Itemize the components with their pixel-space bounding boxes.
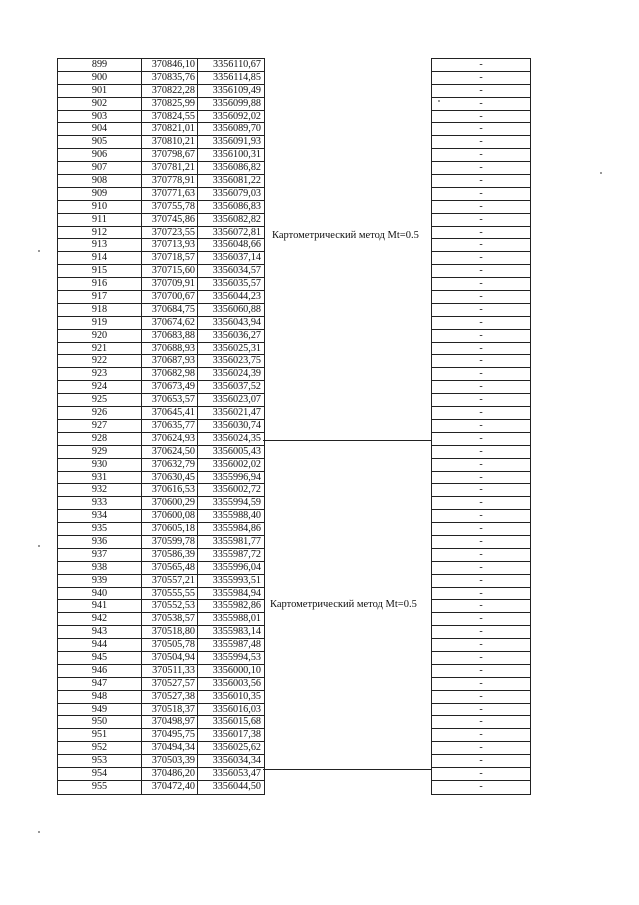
point-number-cell: 899 [58, 59, 142, 71]
point-number-cell: 931 [58, 472, 142, 484]
remark-cell: - [432, 536, 530, 549]
point-number-cell: 913 [58, 239, 142, 251]
point-number-cell: 943 [58, 626, 142, 638]
table-row [58, 729, 264, 742]
table-row [58, 317, 264, 330]
x-coordinate-cell: 370683,88 [142, 330, 198, 342]
y-coordinate-cell: 3355987,72 [212, 548, 261, 560]
point-number-cell: 932 [58, 484, 142, 496]
remark-cell: - [432, 201, 530, 214]
remark-cell: - [432, 588, 530, 601]
y-coordinate-cell: 3356081,22 [212, 175, 261, 187]
remark-cell: - [432, 768, 530, 781]
point-number-cell: 910 [58, 201, 142, 213]
y-coordinate-cell: 3355984,94 [212, 587, 261, 599]
point-number-cell: 923 [58, 368, 142, 380]
y-coordinate-cell: 3355993,51 [212, 574, 261, 586]
point-number-cell: 917 [58, 291, 142, 303]
x-coordinate-cell: 370755,78 [142, 201, 198, 213]
x-coordinate-cell: 370605,18 [142, 523, 198, 535]
y-coordinate-cell: 3356037,52 [212, 381, 261, 393]
scan-speck [38, 831, 40, 833]
remark-cell: - [432, 639, 530, 652]
y-coordinate-cell: 3356109,49 [212, 84, 261, 96]
method-label-1: Картометрический метод Mt=0.5 [272, 230, 419, 241]
remark-cell: - [432, 523, 530, 536]
remark-cell: - [432, 239, 530, 252]
remark-cell: - [432, 59, 530, 72]
point-number-cell: 918 [58, 304, 142, 316]
x-coordinate-cell: 370486,20 [142, 768, 198, 780]
x-coordinate-cell: 370810,21 [142, 136, 198, 148]
y-coordinate-cell: 3356110,67 [212, 59, 261, 70]
table-row [58, 691, 264, 704]
remark-cell: - [432, 381, 530, 394]
point-number-cell: 911 [58, 214, 142, 226]
x-coordinate-cell: 370684,75 [142, 304, 198, 316]
x-coordinate-cell: 370645,41 [142, 407, 198, 419]
y-coordinate-cell: 3356023,75 [212, 355, 261, 367]
y-coordinate-cell: 3355987,48 [212, 639, 261, 651]
table-row [58, 85, 264, 98]
method-label-2: Картометрический метод Mt=0.5 [270, 599, 417, 610]
point-number-cell: 945 [58, 652, 142, 664]
remark-cell: - [432, 459, 530, 472]
remark-cell: - [432, 549, 530, 562]
y-coordinate-cell: 3356016,03 [212, 703, 261, 715]
remark-cell: - [432, 291, 530, 304]
x-coordinate-cell: 370472,40 [142, 781, 198, 794]
y-coordinate-cell: 3356000,10 [212, 664, 261, 676]
point-number-cell: 921 [58, 343, 142, 355]
x-coordinate-cell: 370822,28 [142, 85, 198, 97]
point-number-cell: 955 [58, 781, 142, 794]
point-number-cell: 942 [58, 613, 142, 625]
remark-cell: - [432, 742, 530, 755]
y-coordinate-cell: 3356044,50 [212, 780, 261, 792]
table-row [58, 704, 264, 717]
table-row [58, 343, 264, 356]
remark-cell: - [432, 85, 530, 98]
x-coordinate-cell: 370557,21 [142, 575, 198, 587]
y-coordinate-cell: 3356079,03 [212, 187, 261, 199]
x-coordinate-cell: 370503,39 [142, 755, 198, 767]
x-coordinate-cell: 370624,93 [142, 433, 198, 445]
x-coordinate-cell: 370600,29 [142, 497, 198, 509]
y-coordinate-cell: 3356017,38 [212, 729, 261, 741]
point-number-cell: 903 [58, 111, 142, 123]
x-coordinate-cell: 370781,21 [142, 162, 198, 174]
table-row [58, 214, 264, 227]
remark-cell: - [432, 729, 530, 742]
y-coordinate-cell: 3356024,35 [212, 432, 261, 444]
y-coordinate-cell: 3356086,82 [212, 162, 261, 174]
remarks-table [431, 58, 531, 795]
table-row [58, 175, 264, 188]
point-number-cell: 946 [58, 665, 142, 677]
x-coordinate-cell: 370504,94 [142, 652, 198, 664]
x-coordinate-cell: 370586,39 [142, 549, 198, 561]
point-number-cell: 949 [58, 704, 142, 716]
x-coordinate-cell: 370709,91 [142, 278, 198, 290]
point-number-cell: 929 [58, 446, 142, 458]
point-number-cell: 915 [58, 265, 142, 277]
table-row [58, 459, 264, 472]
remark-cell: - [432, 304, 530, 317]
point-number-cell: 950 [58, 716, 142, 728]
y-coordinate-cell: 3356034,57 [212, 265, 261, 277]
point-number-cell: 939 [58, 575, 142, 587]
point-number-cell: 909 [58, 188, 142, 200]
remark-cell: - [432, 98, 530, 111]
point-number-cell: 905 [58, 136, 142, 148]
table-row [58, 613, 264, 626]
x-coordinate-cell: 370527,57 [142, 678, 198, 690]
point-number-cell: 933 [58, 497, 142, 509]
table-row [58, 652, 264, 665]
y-coordinate-cell: 3356036,27 [212, 329, 261, 341]
remark-cell: - [432, 252, 530, 265]
group-divider-1 [263, 440, 431, 441]
remark-cell: - [432, 111, 530, 124]
y-coordinate-cell: 3355996,94 [212, 471, 261, 483]
remark-cell: - [432, 265, 530, 278]
y-coordinate-cell: 3356025,31 [212, 342, 261, 354]
table-row [58, 755, 264, 768]
table-row [58, 716, 264, 729]
point-number-cell: 916 [58, 278, 142, 290]
remark-cell: - [432, 355, 530, 368]
remark-cell: - [432, 716, 530, 729]
table-row [58, 407, 264, 420]
remark-cell: - [432, 175, 530, 188]
point-number-cell: 907 [58, 162, 142, 174]
table-row [58, 188, 264, 201]
scan-speck [38, 545, 40, 547]
x-coordinate-cell: 370632,79 [142, 459, 198, 471]
point-number-cell: 951 [58, 729, 142, 741]
y-coordinate-cell: 3356091,93 [212, 136, 261, 148]
point-number-cell: 940 [58, 588, 142, 600]
remark-cell: - [432, 214, 530, 227]
remark-cell: - [432, 433, 530, 446]
x-coordinate-cell: 370518,80 [142, 626, 198, 638]
remark-cell: - [479, 780, 483, 792]
x-coordinate-cell: 370700,67 [142, 291, 198, 303]
y-coordinate-cell: 3356043,94 [212, 316, 261, 328]
x-coordinate-cell: 370723,55 [142, 227, 198, 239]
point-number-cell: 935 [58, 523, 142, 535]
x-coordinate-cell: 370653,57 [142, 394, 198, 406]
point-number-cell: 926 [58, 407, 142, 419]
y-coordinate-cell: 3355994,59 [212, 497, 261, 509]
x-coordinate-cell: 370494,34 [142, 742, 198, 754]
point-number-cell: 948 [58, 691, 142, 703]
y-coordinate-cell: 3355988,01 [212, 613, 261, 625]
remark-cell: - [432, 652, 530, 665]
remark-cell: - [432, 755, 530, 768]
y-coordinate-cell: 3355988,40 [212, 510, 261, 522]
x-coordinate-cell: 370498,97 [142, 716, 198, 728]
x-coordinate-cell: 370771,63 [142, 188, 198, 200]
x-coordinate-cell: 370846,10 [142, 59, 198, 71]
table-row [58, 278, 264, 291]
y-coordinate-cell: 3356053,47 [212, 767, 261, 779]
y-coordinate-cell: 3356005,43 [212, 445, 261, 457]
remark-cell: - [432, 562, 530, 575]
point-number-cell: 927 [58, 420, 142, 432]
y-coordinate-cell: 3355981,77 [212, 535, 261, 547]
point-number-cell: 937 [58, 549, 142, 561]
y-coordinate-cell: 3356099,88 [212, 97, 261, 109]
x-coordinate-cell: 370825,99 [142, 98, 198, 110]
remark-cell: - [432, 278, 530, 291]
point-number-cell: 938 [58, 562, 142, 574]
group-divider-2 [263, 769, 431, 770]
x-coordinate-cell: 370688,93 [142, 343, 198, 355]
y-coordinate-cell: 3356086,83 [212, 200, 261, 212]
x-coordinate-cell: 370798,67 [142, 149, 198, 161]
table-row [58, 291, 264, 304]
point-number-cell: 922 [58, 355, 142, 367]
table-row [58, 549, 264, 562]
table-row [58, 394, 264, 407]
scan-speck [438, 100, 440, 102]
y-coordinate-cell: 3356002,72 [212, 484, 261, 496]
x-coordinate-cell: 370599,78 [142, 536, 198, 548]
remark-cell: - [432, 162, 530, 175]
remark-cell: - [432, 446, 530, 459]
remark-cell: - [432, 484, 530, 497]
remark-cell: - [432, 704, 530, 717]
point-number-cell: 908 [58, 175, 142, 187]
x-coordinate-cell: 370511,33 [142, 665, 198, 677]
table-row [58, 678, 264, 691]
y-coordinate-cell: 3356034,34 [212, 755, 261, 767]
table-row [58, 265, 264, 278]
remark-cell: - [432, 472, 530, 485]
y-coordinate-cell: 3356060,88 [212, 303, 261, 315]
table-row [58, 484, 264, 497]
table-row [58, 588, 264, 601]
table-row [58, 227, 264, 240]
point-number-cell: 941 [58, 600, 142, 612]
remark-cell: - [432, 72, 530, 85]
y-coordinate-cell: 3356015,68 [212, 716, 261, 728]
x-coordinate-cell: 370718,57 [142, 252, 198, 264]
y-coordinate-cell: 3356092,02 [212, 110, 261, 122]
remark-cell: - [432, 330, 530, 343]
x-coordinate-cell: 370713,93 [142, 239, 198, 251]
y-coordinate-cell: 3355994,53 [212, 651, 261, 663]
table-row [58, 446, 264, 459]
point-number-cell: 934 [58, 510, 142, 522]
x-coordinate-cell: 370552,53 [142, 600, 198, 612]
remark-cell: - [432, 600, 530, 613]
x-coordinate-cell: 370835,76 [142, 72, 198, 84]
x-coordinate-cell: 370715,60 [142, 265, 198, 277]
point-number-cell: 928 [58, 433, 142, 445]
x-coordinate-cell: 370682,98 [142, 368, 198, 380]
remark-cell: - [432, 613, 530, 626]
y-coordinate-cell: 3355982,86 [212, 600, 261, 612]
point-number-cell: 906 [58, 149, 142, 161]
y-coordinate-cell: 3356100,31 [212, 149, 261, 161]
table-row [58, 768, 264, 781]
y-coordinate-cell: 3356089,70 [212, 123, 261, 135]
y-coordinate-cell: 3356044,23 [212, 291, 261, 303]
table-row [58, 472, 264, 485]
remark-cell: - [432, 317, 530, 330]
y-coordinate-cell: 3356037,14 [212, 252, 261, 264]
point-number-cell: 930 [58, 459, 142, 471]
table-row [58, 665, 264, 678]
table-row [58, 72, 264, 85]
x-coordinate-cell: 370518,37 [142, 704, 198, 716]
y-coordinate-cell: 3355984,86 [212, 523, 261, 535]
y-coordinate-cell: 3356010,35 [212, 690, 261, 702]
table-row [58, 639, 264, 652]
y-coordinate-cell: 3356114,85 [212, 71, 261, 83]
x-coordinate-cell: 370821,01 [142, 123, 198, 135]
table-row [58, 239, 264, 252]
x-coordinate-cell: 370555,55 [142, 588, 198, 600]
table-row [58, 433, 264, 446]
y-coordinate-cell: 3356035,57 [212, 278, 261, 290]
x-coordinate-cell: 370687,93 [142, 355, 198, 367]
y-coordinate-cell: 3356021,47 [212, 407, 261, 419]
x-coordinate-cell: 370505,78 [142, 639, 198, 651]
point-number-cell: 914 [58, 252, 142, 264]
table-row [58, 123, 264, 136]
point-number-cell: 936 [58, 536, 142, 548]
remark-cell: - [432, 227, 530, 240]
point-number-cell: 919 [58, 317, 142, 329]
table-row [58, 742, 264, 755]
y-coordinate-cell: 3356030,74 [212, 419, 261, 431]
table-row [58, 355, 264, 368]
remark-cell: - [432, 343, 530, 356]
table-row [58, 536, 264, 549]
y-coordinate-cell: 3355996,04 [212, 561, 261, 573]
x-coordinate-cell: 370565,48 [142, 562, 198, 574]
remark-cell: - [432, 626, 530, 639]
point-number-cell: 947 [58, 678, 142, 690]
table-row [58, 304, 264, 317]
table-row [58, 330, 264, 343]
x-coordinate-cell: 370778,91 [142, 175, 198, 187]
remark-cell: - [432, 665, 530, 678]
y-coordinate-cell: 3356025,62 [212, 742, 261, 754]
table-row [58, 149, 264, 162]
table-row [58, 562, 264, 575]
x-coordinate-cell: 370624,50 [142, 446, 198, 458]
point-number-cell: 900 [58, 72, 142, 84]
remark-cell: - [432, 136, 530, 149]
point-number-cell: 925 [58, 394, 142, 406]
remark-cell: - [432, 497, 530, 510]
point-number-cell: 912 [58, 227, 142, 239]
point-number-cell: 954 [58, 768, 142, 780]
point-number-cell: 924 [58, 381, 142, 393]
y-coordinate-cell: 3356072,81 [212, 226, 261, 238]
table-row [58, 111, 264, 124]
coordinates-table [57, 58, 265, 795]
remark-cell: - [432, 420, 530, 433]
remark-cell: - [432, 575, 530, 588]
x-coordinate-cell: 370538,57 [142, 613, 198, 625]
x-coordinate-cell: 370616,53 [142, 484, 198, 496]
table-row [58, 136, 264, 149]
x-coordinate-cell: 370824,55 [142, 111, 198, 123]
x-coordinate-cell: 370635,77 [142, 420, 198, 432]
point-number-cell: 901 [58, 85, 142, 97]
table-row [58, 252, 264, 265]
table-row [58, 420, 264, 433]
y-coordinate-cell: 3356003,56 [212, 677, 261, 689]
y-coordinate-cell: 3356082,82 [212, 213, 261, 225]
x-coordinate-cell: 370673,49 [142, 381, 198, 393]
remark-cell: - [432, 691, 530, 704]
point-number-cell: 920 [58, 330, 142, 342]
table-row [58, 523, 264, 536]
y-coordinate-cell: 3356023,07 [212, 394, 261, 406]
table-row [58, 497, 264, 510]
point-number-cell: 952 [58, 742, 142, 754]
table-row [58, 98, 264, 111]
scan-speck [38, 250, 40, 252]
x-coordinate-cell: 370527,38 [142, 691, 198, 703]
table-row [58, 510, 264, 523]
table-row [58, 575, 264, 588]
scan-speck [600, 172, 602, 174]
remark-cell: - [432, 407, 530, 420]
point-number-cell: 902 [58, 98, 142, 110]
remark-cell: - [432, 510, 530, 523]
table-row [58, 781, 264, 794]
table-row [58, 59, 264, 72]
table-row [58, 368, 264, 381]
x-coordinate-cell: 370674,62 [142, 317, 198, 329]
y-coordinate-cell: 3355983,14 [212, 626, 261, 638]
remark-cell: - [432, 188, 530, 201]
y-coordinate-cell: 3356048,66 [212, 239, 261, 251]
x-coordinate-cell: 370600,08 [142, 510, 198, 522]
table-row [58, 381, 264, 394]
remark-cell: - [432, 368, 530, 381]
remark-cell: - [432, 394, 530, 407]
table-row [58, 600, 264, 613]
y-coordinate-cell: 3356024,39 [212, 368, 261, 380]
remark-cell: - [432, 123, 530, 136]
table-row [58, 162, 264, 175]
x-coordinate-cell: 370745,86 [142, 214, 198, 226]
point-number-cell: 953 [58, 755, 142, 767]
x-coordinate-cell: 370630,45 [142, 472, 198, 484]
table-row [58, 201, 264, 214]
x-coordinate-cell: 370495,75 [142, 729, 198, 741]
table-row [58, 626, 264, 639]
remark-cell: - [432, 149, 530, 162]
y-coordinate-cell: 3356002,02 [212, 458, 261, 470]
remark-cell: - [432, 678, 530, 691]
point-number-cell: 904 [58, 123, 142, 135]
point-number-cell: 944 [58, 639, 142, 651]
